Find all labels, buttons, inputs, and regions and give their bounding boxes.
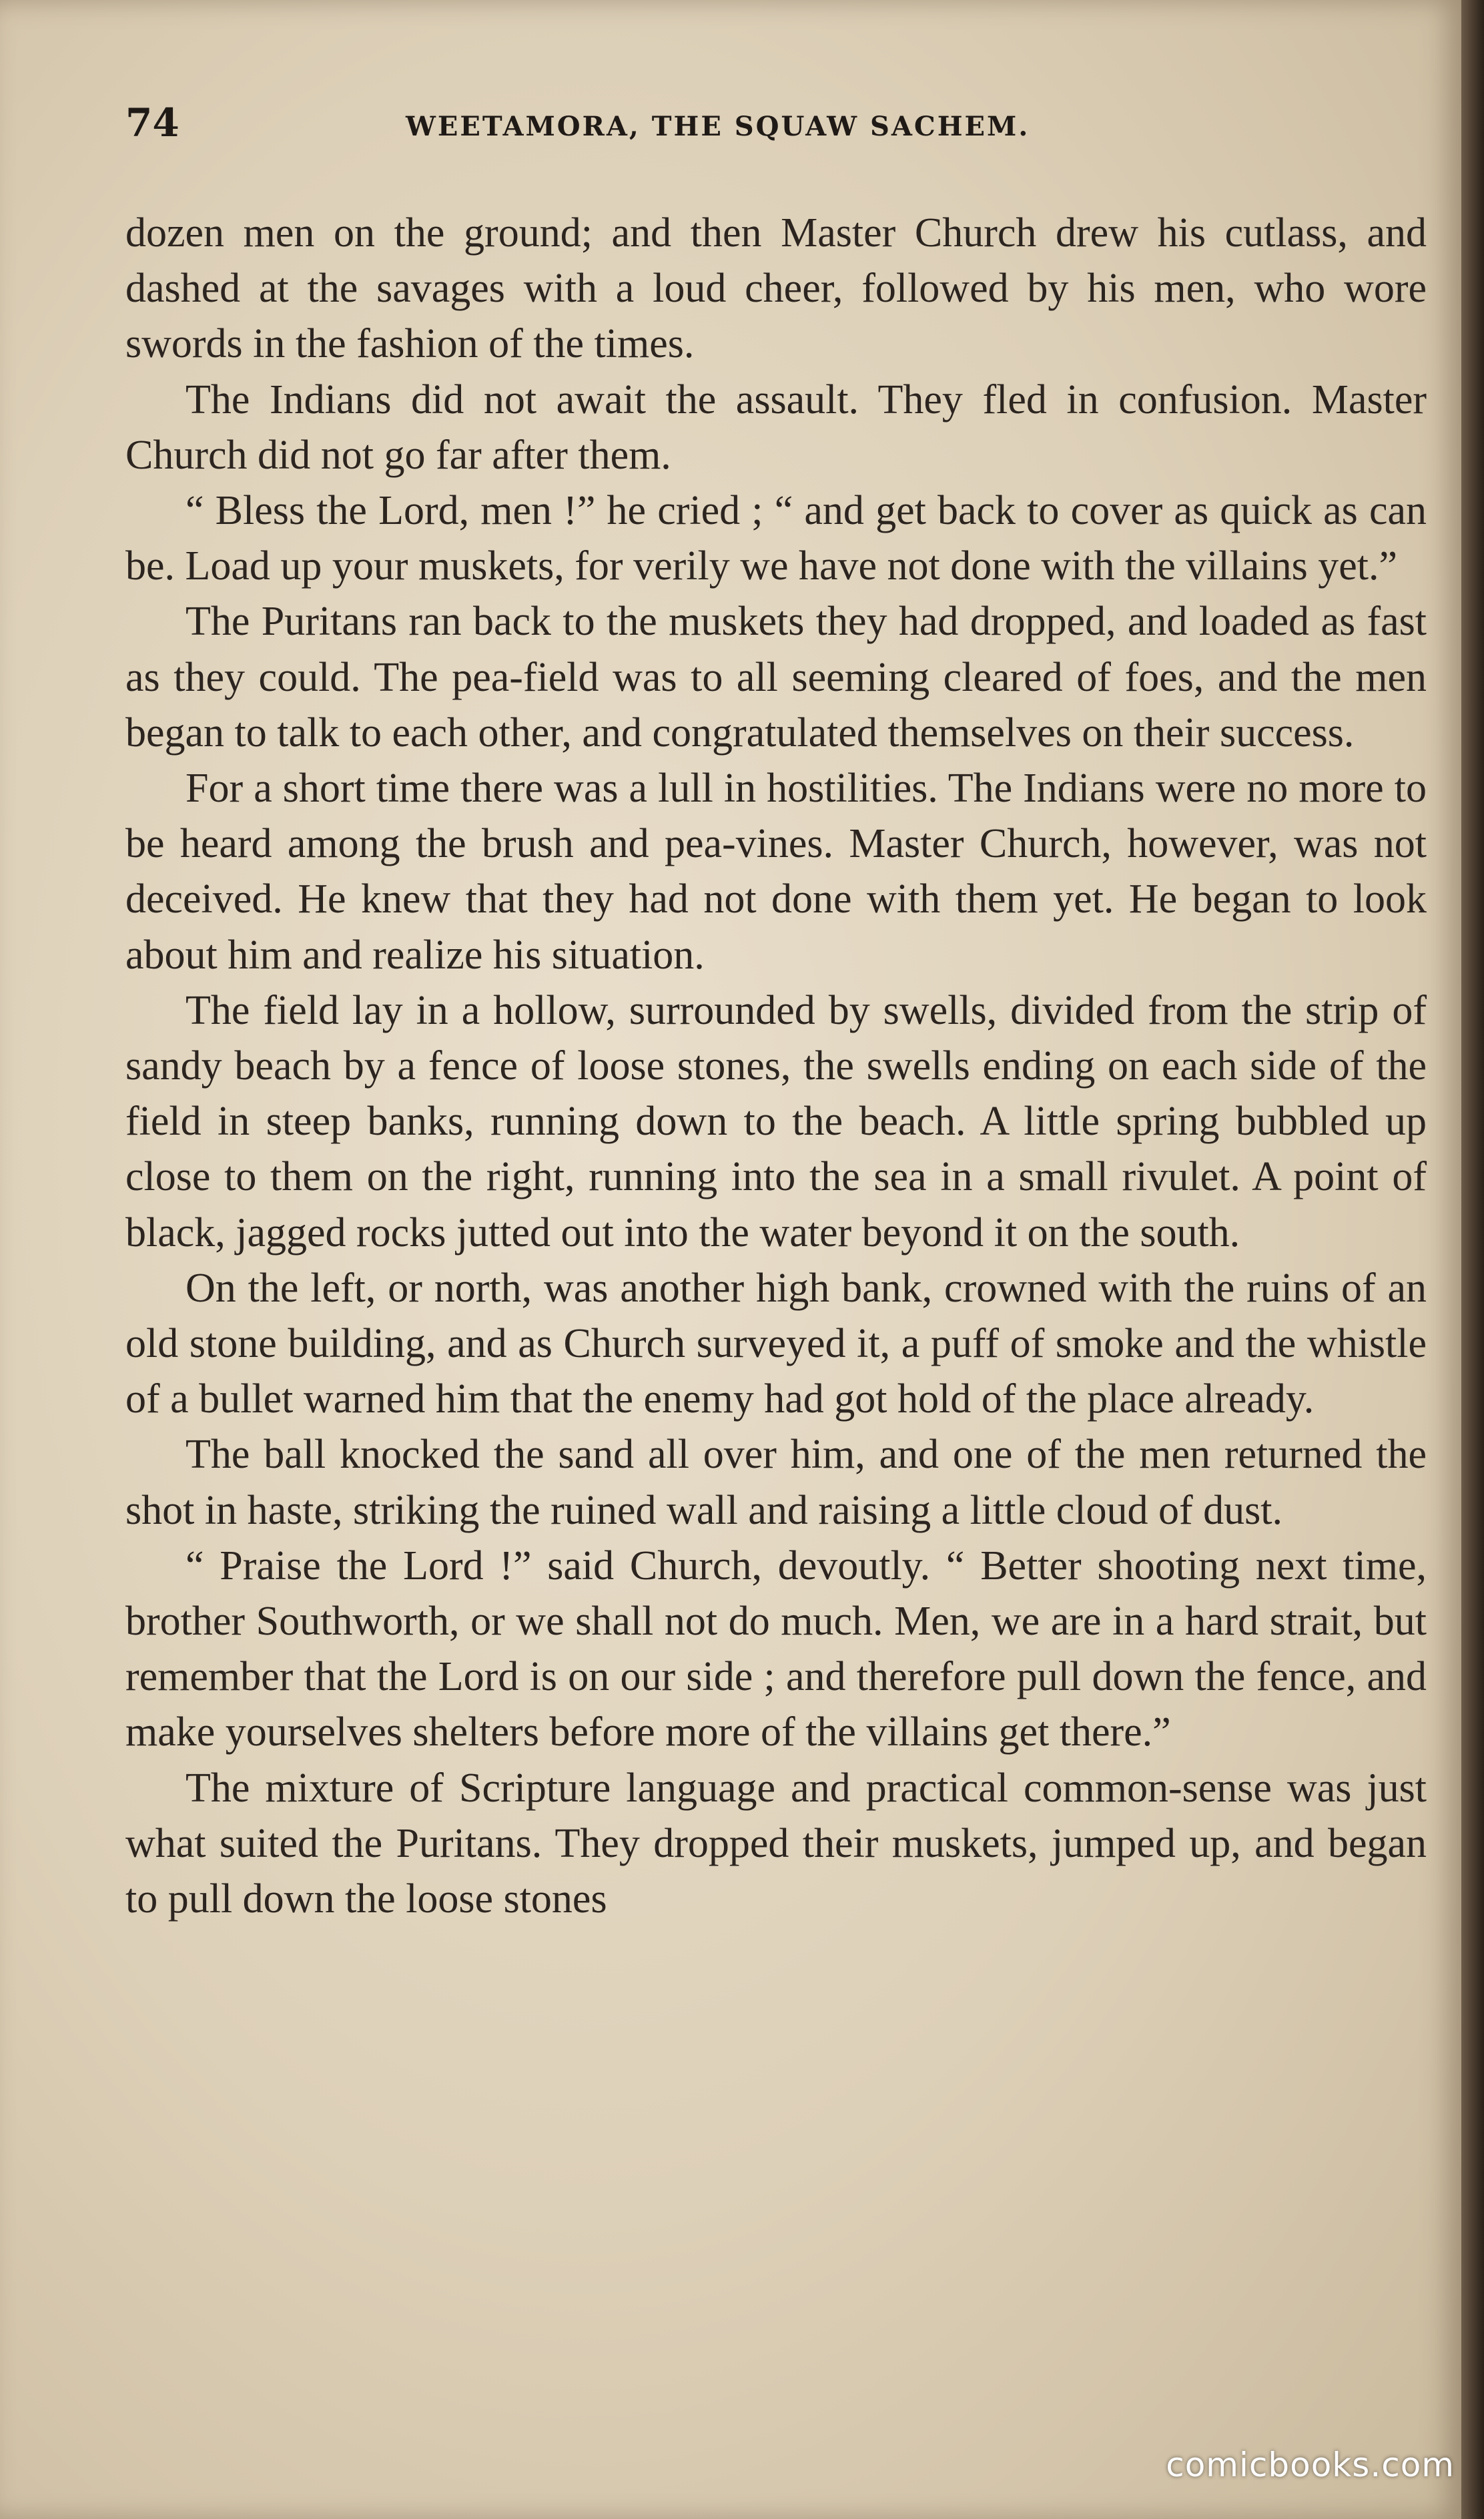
body-text [125,206,1427,1927]
paragraph: The Puritans ran back to the muskets they had dropped, and loaded as fast as they could. The pea-field was to all seeming cleared of foes, and the men began to talk to each other, and congratulated themselves on their success. [125,599,1427,756]
paragraph: The field lay in a hollow, surrounded by swells, divided from the strip of sandy beach by a fence of loose stones, the swells ending on each side of the field in steep banks, running down to the beach. A little spring bubbled up close to them on the right, running into the sea in a small rivulet. A point of black, jagged rocks jutted out into the water beyond it on the south. [125,987,1427,1255]
paragraph: For a short time there was a lull in hostilities. The Indians were no more to be heard among the brush and pea-vines. Master Church, however, was not deceived. He knew that they had not done with them yet. He began to look about him and realize his situation. [125,766,1427,978]
paragraph: dozen men on the ground; and then Master Church drew his cutlass, and dashed at the savages with a loud cheer, followed by his men, who wore swords in the fashion of the times. [125,210,1427,367]
paragraph: On the left, or north, was another high bank, crowned with the ruins of an old stone building, and as Church surveyed it, a puff of smoke and the whistle of a bullet warned him that the enemy had got hold of the place already. [125,1265,1427,1422]
paragraph: The mixture of Scripture language and practical common-sense was just what suited the Puritans. They dropped their muskets, jumped up, and began to pull down the loose stones [125,1765,1427,1922]
running-head [125,100,1433,160]
paragraph: The Indians did not await the assault. They fled in confusion. Master Church did not go far after them. [125,376,1427,478]
paragraph: “ Bless the Lord, men !” he cried ; “ and get back to cover as quick as can be. Load up your muskets, for verily we have not done with the villains yet.” [125,488,1427,589]
paragraph: The ball knocked the sand all over him, and one of the men returned the shot in haste, striking the ruined wall and raising a little cloud of dust. [125,1432,1427,1533]
watermark: comicbooks.com [1166,2446,1455,2484]
page-edge [1461,0,1484,2519]
page-number: 74 [125,100,179,146]
running-title: WEETAMORA, THE SQUAW SACHEM. [406,111,1030,142]
paragraph: “ Praise the Lord !” said Church, devoutly. “ Better shooting next time, brother Southworth, or we shall not do much. Men, we are in a hard strait, but remember that the Lord is on our side ; and therefore pull down the fence, and make yourselves shelters before more of the villains get there.” [125,1543,1427,1755]
